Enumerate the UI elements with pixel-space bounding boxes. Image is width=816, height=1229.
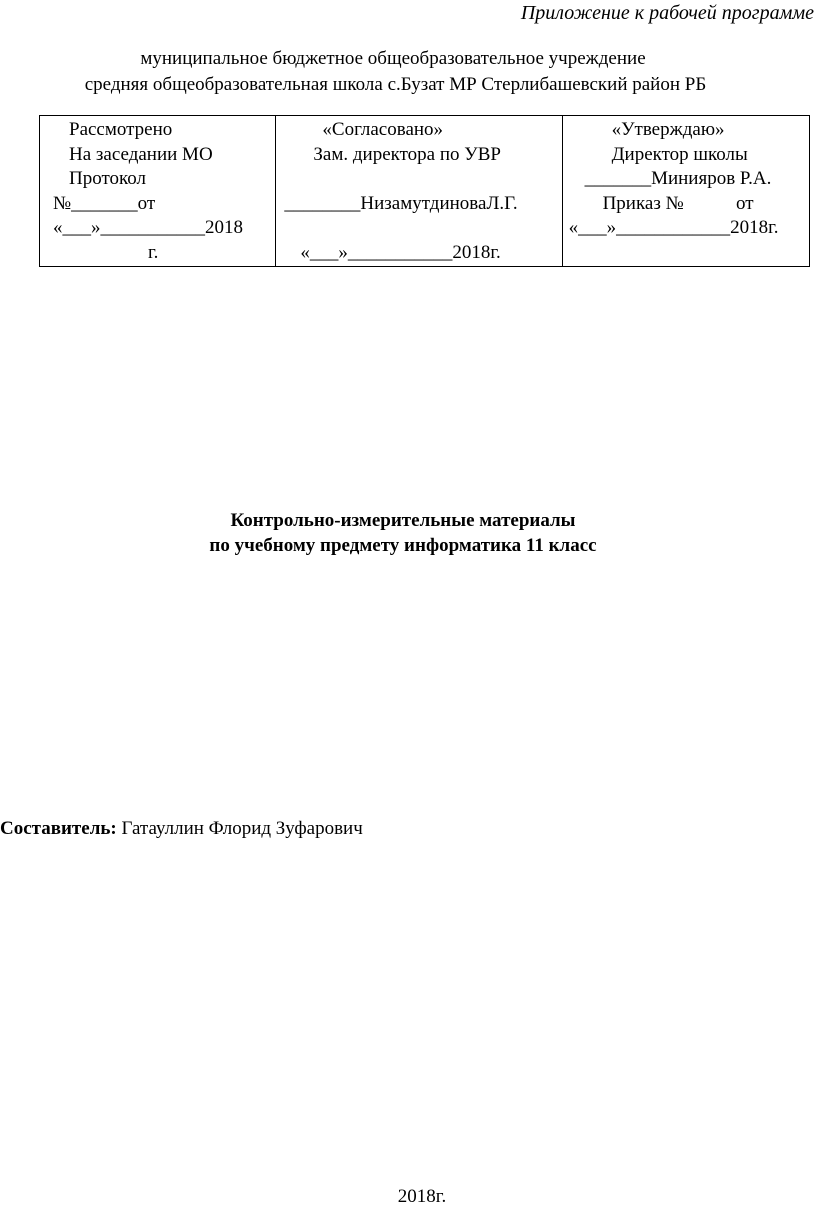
school-line-1: муниципальное бюджетное общеобразовательное учреждение (140, 48, 646, 69)
reviewed-cell (40, 116, 276, 267)
document-year (0, 1186, 816, 1208)
approval-table (39, 115, 810, 267)
year-text: 2018г. (397, 1186, 447, 1207)
document-title (0, 508, 816, 558)
agreed-line: ________НизамутдиноваЛ.Г. (284, 192, 518, 214)
reviewed-line: №_______от (53, 192, 156, 214)
school-header (0, 46, 816, 98)
reviewed-line: Рассмотрено (69, 119, 173, 140)
approved-line: «Утверждаю» (611, 119, 725, 140)
agreed-cell (276, 116, 562, 267)
approved-line: Приказ № от (602, 192, 754, 214)
compiler-label: Составитель: (0, 818, 117, 839)
compiler-name: Гатауллин Флорид Зуфарович (121, 818, 363, 839)
agreed-line: Зам. директора по УВР (313, 143, 501, 165)
appendix-note: Приложение к рабочей программе (520, 2, 814, 24)
title-line-1: Контрольно-измерительные материалы (230, 510, 576, 531)
approved-cell (562, 116, 809, 267)
compiler-info (0, 818, 363, 840)
agreed-line: «Согласовано» (322, 119, 444, 140)
approved-line: _______Минияров Р.А. (584, 168, 772, 190)
school-line-2: средняя общеобразовательная школа с.Бузат МР Стерлибашевский район РБ (84, 74, 707, 95)
reviewed-line: «___»___________2018 (53, 217, 243, 239)
agreed-line: «___»___________2018г. (300, 241, 501, 263)
title-line-2: по учебному предмету информатика 11 класс (209, 535, 597, 556)
reviewed-line: Протокол (69, 168, 147, 190)
reviewed-line: На заседании МО (69, 143, 213, 165)
agreed-line (276, 167, 561, 192)
approved-line: «___»____________2018г. (568, 217, 779, 239)
approved-line: Директор школы (611, 143, 748, 165)
agreed-line (276, 216, 561, 241)
reviewed-line: г. (148, 241, 159, 263)
